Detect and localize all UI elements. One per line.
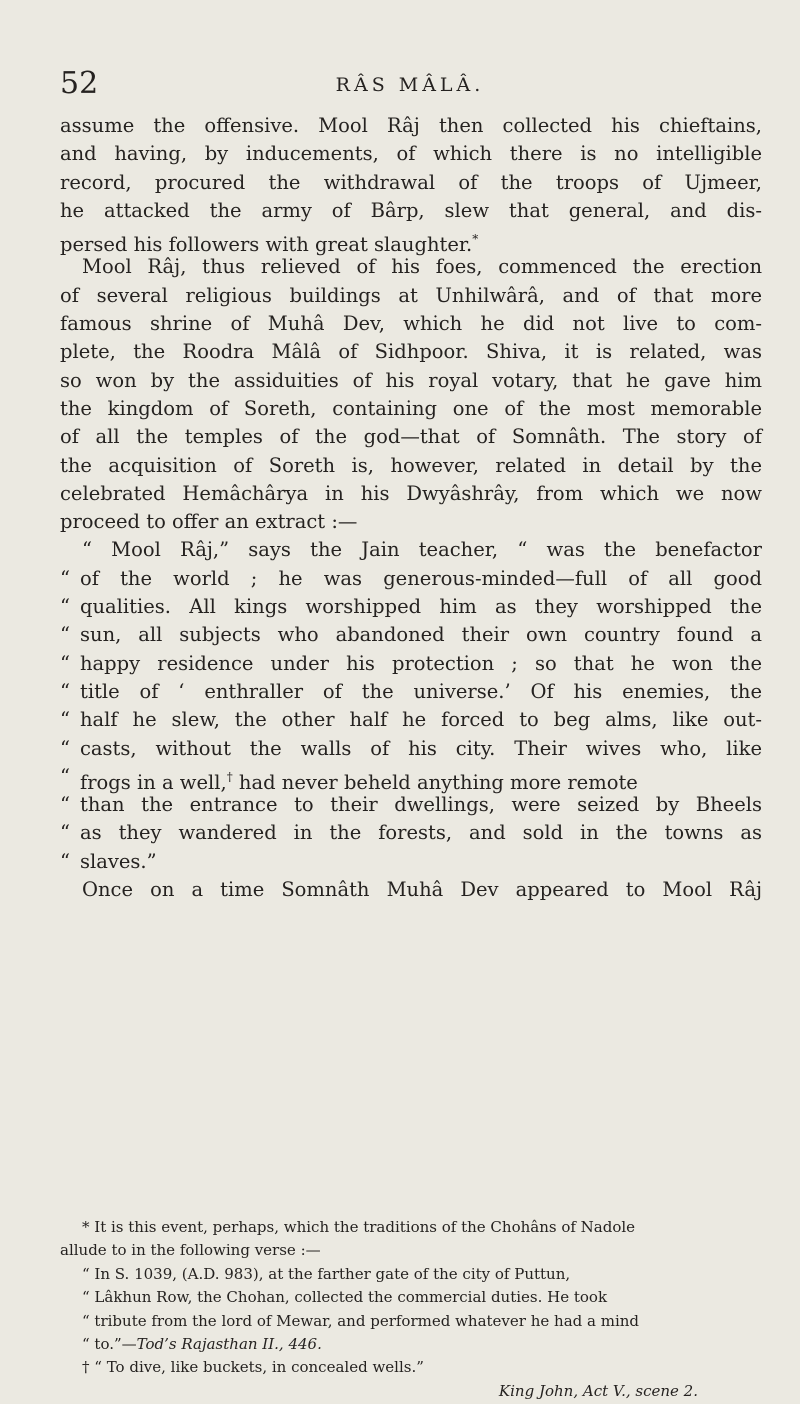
page-number: 52 — [60, 66, 99, 101]
quoted-line-with-note — [60, 763, 762, 794]
text-segment: “ to.”— — [82, 1334, 137, 1353]
text-line: and having, by inducements, of which there is no intelligible — [60, 142, 762, 166]
footnote-line: “ tribute from the lord of Mewar, and performed whatever he had a mind — [82, 1311, 639, 1330]
text-line: the kingdom of Soreth, containing one of the most memorable — [60, 396, 762, 420]
text-line: of all the temples of the god—that of Somnâth. The story of — [60, 425, 762, 449]
text-segment: It is this event, perhaps, which the traditions of the Chohâns of Nadole — [94, 1218, 636, 1236]
footnote-dagger-mark: † — [226, 769, 233, 784]
text-line: Mool Râj, thus relieved of his foes, commenced the erection — [82, 255, 762, 279]
quoted-line: “ than the entrance to their dwellings, were seized by Bheels — [60, 791, 762, 819]
footnote-line: “ In S. 1039, (A.D. 983), at the farther gate of the city of Puttun, — [82, 1264, 571, 1283]
citation: Tod’s Rajasthan II., 446. — [136, 1334, 322, 1353]
text-line: proceed to offer an extract :— — [60, 510, 358, 534]
quoted-line: “ title of ‘ enthraller of the universe.’ Of his enemies, the — [60, 678, 762, 706]
quoted-line: “ sun, all subjects who abandoned their own country found a — [60, 621, 762, 649]
footnote-line: “ Lâkhun Row, the Chohan, collected the commercial duties. He took — [82, 1288, 608, 1307]
quoted-line: “ happy residence under his protection ; so that he won the — [60, 650, 762, 678]
text-line: “ Mool Râj,” says the Jain teacher, “ was the benefactor — [82, 538, 762, 562]
quoted-line: “ casts, without the walls of his city. Their wives who, like — [60, 735, 762, 763]
text-line: Once on a time Somnâth Muhâ Dev appeared to Mool Râj — [82, 878, 762, 902]
text-segment: persed his followers with great slaughter. — [60, 233, 473, 257]
quoted-line: “ slaves.” — [60, 848, 762, 876]
footnotes — [60, 1216, 762, 1403]
quoted-line: “ as they wandered in the forests, and sold in the towns as — [60, 819, 762, 847]
text-line-with-note — [60, 225, 762, 257]
running-head: RÂS MÂLÂ. — [335, 74, 485, 96]
footnote-line — [60, 1333, 762, 1356]
text-line: of several religious buildings at Unhilwârâ, and of that more — [60, 283, 762, 307]
text-line: he attacked the army of Bârp, slew that general, and dis- — [60, 198, 762, 222]
text-line: the acquisition of Soreth is, however, related in detail by the — [60, 453, 762, 477]
text-line: assume the offensive. Mool Râj then collected his chieftains, — [60, 114, 762, 137]
text-segment: had never beheld anything more remote — [232, 770, 638, 794]
footnote-star-mark: * — [472, 232, 479, 247]
text-line: famous shrine of Muhâ Dev, which he did not live to com- — [60, 312, 762, 336]
text-line: celebrated Hemâchârya in his Dwyâshrây, from which we now — [60, 481, 762, 505]
text-line: so won by the assiduities of his royal votary, that he gave him — [60, 368, 762, 392]
quoted-line: “ of the world ; he was generous-minded—full of all good — [60, 565, 762, 593]
footnote-line — [60, 1216, 762, 1239]
text-segment: “ To dive, like buckets, in concealed wells.” — [94, 1358, 424, 1377]
footnote-line — [60, 1356, 762, 1379]
footnote-line: allude to in the following verse :— — [60, 1241, 321, 1260]
quoted-line: “ half he slew, the other half he forced to beg alms, like out- — [60, 706, 762, 734]
text-line: record, procured the withdrawal of the troops of Ujmeer, — [60, 170, 762, 194]
footnote-star-mark: * — [82, 1218, 90, 1236]
citation: King John, Act V., scene 2. — [498, 1381, 698, 1400]
footnote-dagger-mark: † — [82, 1358, 90, 1377]
main-text — [60, 112, 762, 904]
quoted-line: “ qualities. All kings worshipped him as they worshipped the — [60, 593, 762, 621]
text-line: plete, the Roodra Mâlâ of Sidhpoor. Shiva, it is related, was — [60, 340, 762, 364]
text-segment: frogs in a well, — [80, 770, 227, 794]
page-header — [60, 66, 760, 102]
